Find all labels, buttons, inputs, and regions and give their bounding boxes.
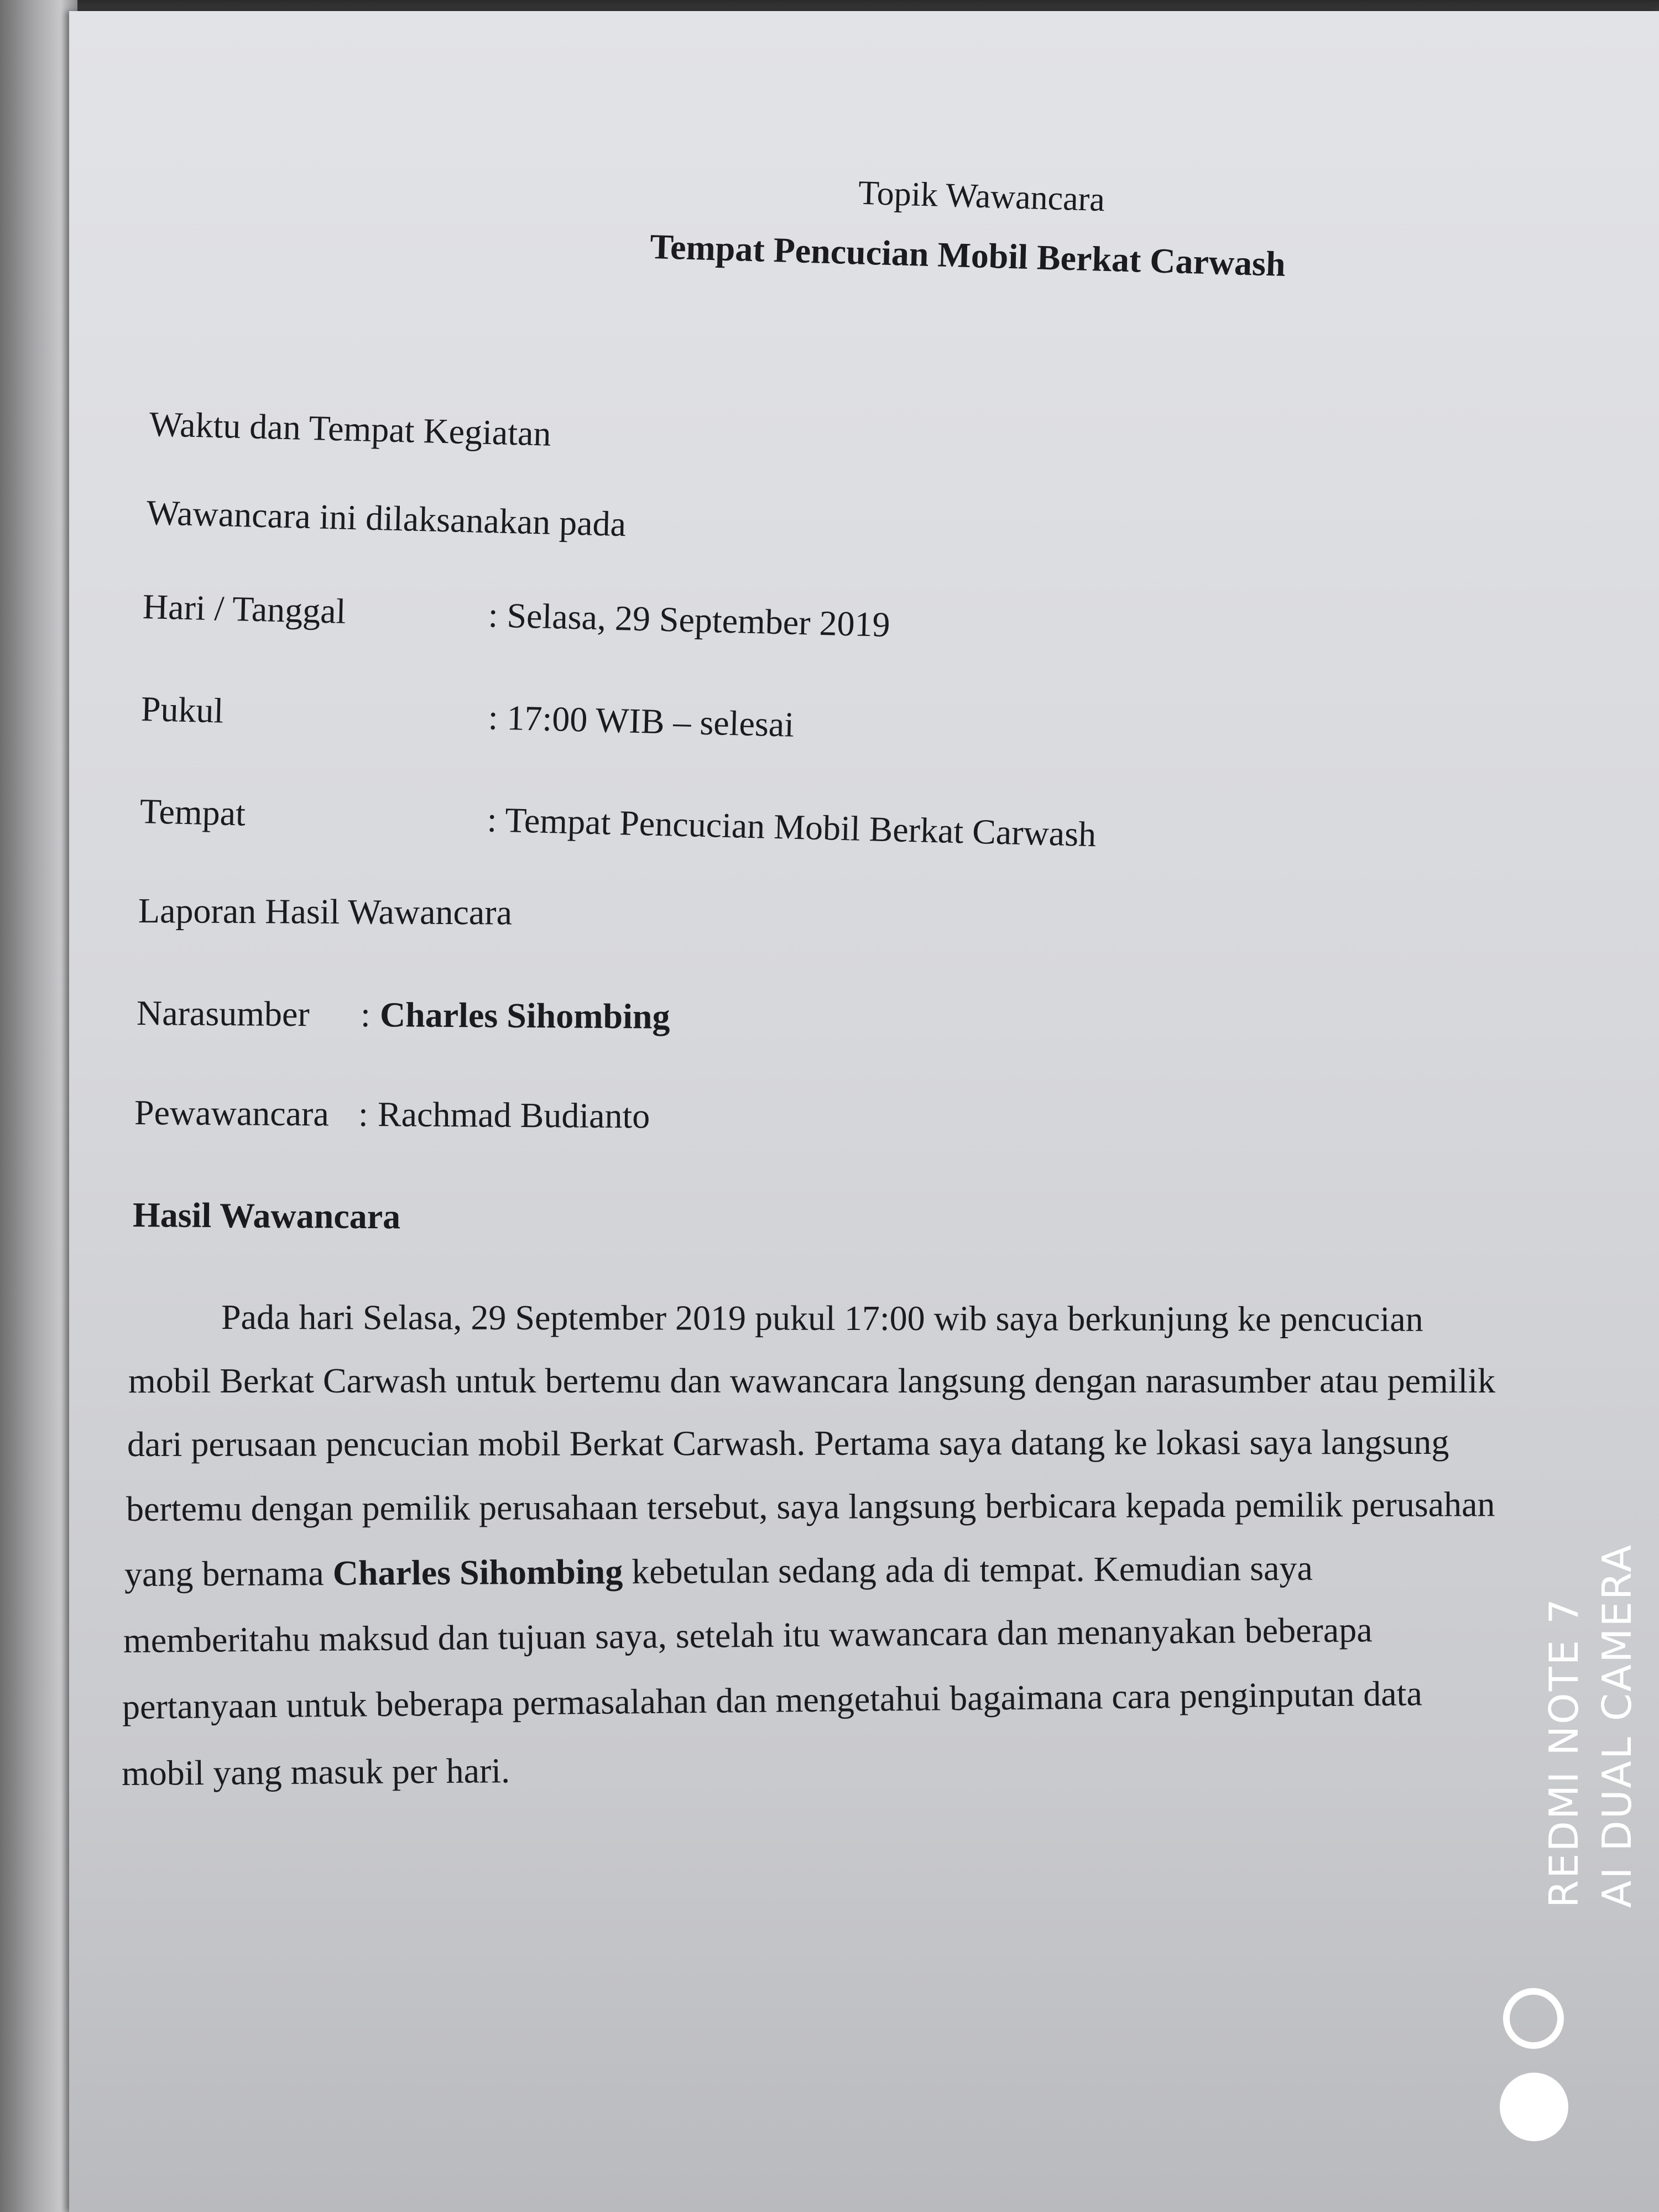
paragraph-line: pertanyaan untuk beberapa permasalahan dan mengetahui bagaimana cara penginputan data (122, 1673, 1423, 1726)
narasumber-row (136, 993, 670, 1036)
field-label-date: Hari / Tanggal (142, 587, 347, 631)
paragraph-line: memberitahu maksud dan tujuan saya, setelah itu wawancara dan menanyakan beberapa (123, 1610, 1373, 1660)
narasumber-separator: : (360, 994, 371, 1034)
report-heading: Laporan Hasil Wawancara (138, 891, 513, 932)
field-value-date: : Selasa, 29 September 2019 (487, 595, 891, 645)
book-binding (0, 0, 77, 2212)
paragraph-line: mobil Berkat Carwash untuk bertemu dan wawancara langsung dengan narasumber atau pemilik (128, 1361, 1496, 1400)
pewawancara-separator: : (358, 1094, 369, 1134)
paragraph-bold-name: Charles Sihombing (332, 1552, 623, 1593)
intro-text: Wawancara ini dilaksanakan pada (146, 493, 627, 544)
paragraph-text: kebetulan sedang ada di tempat. Kemudian saya (623, 1548, 1313, 1592)
pewawancara-row (134, 1092, 650, 1136)
field-label-place: Tempat (139, 791, 246, 833)
pewawancara-value: Rachmad Budianto (377, 1094, 650, 1136)
document-page (69, 11, 1659, 2212)
paragraph-line: dari perusaan pencucian mobil Berkat Carwash. Pertama saya datang ke lokasi saya langsung (127, 1422, 1449, 1464)
camera-watermark (1537, 1543, 1648, 1908)
watermark-dot-icon (1500, 2073, 1568, 2141)
field-row-date (142, 586, 891, 645)
pewawancara-label: Pewawancara (134, 1093, 330, 1134)
field-value-place: : Tempat Pencucian Mobil Berkat Carwash (486, 800, 1097, 854)
topic-label: Topik Wawancara (858, 174, 1105, 219)
paragraph-text: yang bernama (124, 1553, 333, 1594)
results-heading: Hasil Wawancara (132, 1195, 401, 1237)
watermark-line-2: AI DUAL CAMERA (1594, 1543, 1640, 1908)
section-time-place-heading: Waktu dan Tempat Kegiatan (149, 404, 552, 453)
watermark-ring-icon (1503, 1988, 1564, 2049)
paragraph-line: mobil yang masuk per hari. (121, 1751, 510, 1793)
field-row-place (139, 791, 1097, 854)
narasumber-label: Narasumber (136, 993, 310, 1034)
paragraph-line-with-name (124, 1548, 1313, 1595)
field-value-time: : 17:00 WIB – selesai (487, 697, 795, 744)
field-row-time (140, 688, 795, 744)
topic-title: Tempat Pencucian Mobil Berkat Carwash (649, 226, 1286, 284)
paragraph-line: Pada hari Selasa, 29 September 2019 pukul 17:00 wib saya berkunjung ke pencucian (221, 1297, 1423, 1339)
watermark-text (1537, 1543, 1648, 1908)
field-label-time: Pukul (140, 689, 225, 731)
narasumber-value: Charles Sihombing (379, 995, 670, 1036)
watermark-line-1: REDMI NOTE 7 (1541, 1597, 1587, 1908)
paragraph-line: bertemu dengan pemilik perusahaan tersebut, saya langsung berbicara kepada pemilik perusahan (126, 1484, 1495, 1528)
document-content (69, 11, 1659, 2212)
